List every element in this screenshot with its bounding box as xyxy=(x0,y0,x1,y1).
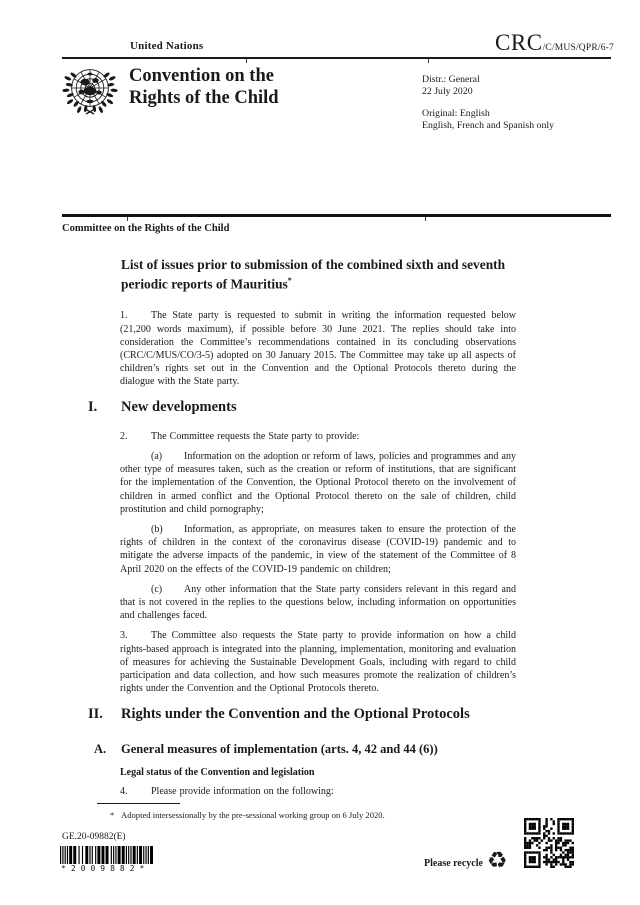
section-heading-I xyxy=(88,398,516,417)
committee-label: Committee on the Rights of the Child xyxy=(62,223,230,234)
subparagraph-letter: (c) xyxy=(151,583,163,595)
un-emblem-icon xyxy=(59,63,121,123)
section-letter: A. xyxy=(94,742,107,757)
barcode xyxy=(60,846,153,864)
document-info xyxy=(422,74,554,131)
rule-tick xyxy=(127,217,128,221)
footnote-rule xyxy=(97,803,180,804)
section-heading-II xyxy=(88,705,516,724)
doc-symbol xyxy=(495,30,614,56)
doc-reference-number: GE.20-09882(E) xyxy=(62,832,126,842)
title-footnote-marker: * xyxy=(287,275,292,285)
barcode-text: *2009882* xyxy=(61,864,150,873)
footnote: * Adopted intersessionally by the pre-sessional working group on 6 July 2020. xyxy=(110,810,385,820)
paragraph-number: 4. xyxy=(120,786,128,798)
header-rule xyxy=(62,57,611,59)
paragraph-4: 4. Please provide information on the following: xyxy=(120,786,334,798)
paragraph-number: 2. xyxy=(120,430,128,442)
section-title: Rights under the Convention and the Optional Protocols xyxy=(121,706,470,723)
org-label: United Nations xyxy=(130,40,204,52)
languages-line: English, French and Spanish only xyxy=(422,119,554,131)
original-language-line: Original: English xyxy=(422,108,490,119)
subparagraph-2b: (b) Information, as appropriate, on measures taken to ensure the protection of the rights of children in the context of the coronavirus disease (COVID-19) pandemic and to mitigate the adverse impacts of the pandemic, in view of the statement of the Committee of 8 April 2020 on the effects of the COVID-19 pandemic on children; xyxy=(120,523,516,575)
section-heading-A xyxy=(94,741,516,757)
section-numeral: II. xyxy=(88,706,103,723)
date-line: 22 July 2020 xyxy=(422,85,473,97)
footnote-marker: * xyxy=(110,810,115,820)
rule-tick xyxy=(246,59,247,63)
publication-title: Convention on the Rights of the Child xyxy=(129,66,279,108)
subparagraph-2c: (c) Any other information that the State party considers relevant in this regard and that is not covered in the replies to the questions below, including information on opportunities and challenges faced. xyxy=(120,583,516,622)
separator-rule xyxy=(62,214,611,217)
subparagraph-2a: (a) Information on the adoption or reform of laws, policies and programmes and any other type of measures taken, such as the creation or reform of institutions, that are significant for the implementation of the Convention, the Optional Protocol thereto on the involvement of children in armed conflict and the Optional Protocol thereto on the sale of children, child prostitution and child pornography; xyxy=(120,450,516,515)
section-numeral: I. xyxy=(88,398,98,415)
recycle-icon: ♻ xyxy=(486,848,508,874)
subparagraph-letter: (b) xyxy=(151,523,163,535)
paragraph-3: 3. The Committee also requests the State party to provide information on how a child rights-based approach is integrated into the planning, implementation, monitoring and evaluation of measures for achieving the Sustainable Development Goals, including with regard to child participation and data collection, and how such measures promote the realization of children’s rights under the Convention and the Optional Protocols thereto. xyxy=(120,630,516,695)
doc-symbol-suffix: /C/MUS/QPR/6-7 xyxy=(542,43,614,53)
section-title: General measures of implementation (arts. 4, 42 and 44 (6)) xyxy=(121,742,438,757)
recycle-label: Please recycle xyxy=(424,857,483,869)
rule-tick xyxy=(428,59,429,63)
subparagraph-letter: (a) xyxy=(151,450,163,462)
paragraph-number: 3. xyxy=(120,630,128,642)
page-title: List of issues prior to submission of the combined sixth and seventh periodic reports of Mauritius* xyxy=(121,257,506,291)
section-title: New developments xyxy=(121,398,237,415)
paragraph-1: 1. The State party is requested to submit in writing the information requested below (21,200 words maximum), if possible before 30 June 2021. The replies should take into consideration the Committee’s recommendations contained in its concluding observations (CRC/C/MUS/CO/3-5) adopted on 30 January 2015. The Committee may take up all aspects of children’s rights set out in the Convention and the Optional Protocols thereto during the dialogue with the State party. xyxy=(120,310,516,388)
paragraph-2: 2. The Committee requests the State party to provide: xyxy=(120,430,360,442)
recycle-note xyxy=(424,848,508,874)
qr-code xyxy=(524,818,574,868)
rule-tick xyxy=(425,217,426,221)
subsection-heading-legal-status: Legal status of the Convention and legislation xyxy=(120,767,315,779)
doc-symbol-main: CRC xyxy=(495,30,543,55)
distribution-line: Distr.: General xyxy=(422,74,480,85)
paragraph-number: 1. xyxy=(120,310,128,322)
body-column xyxy=(88,255,516,799)
